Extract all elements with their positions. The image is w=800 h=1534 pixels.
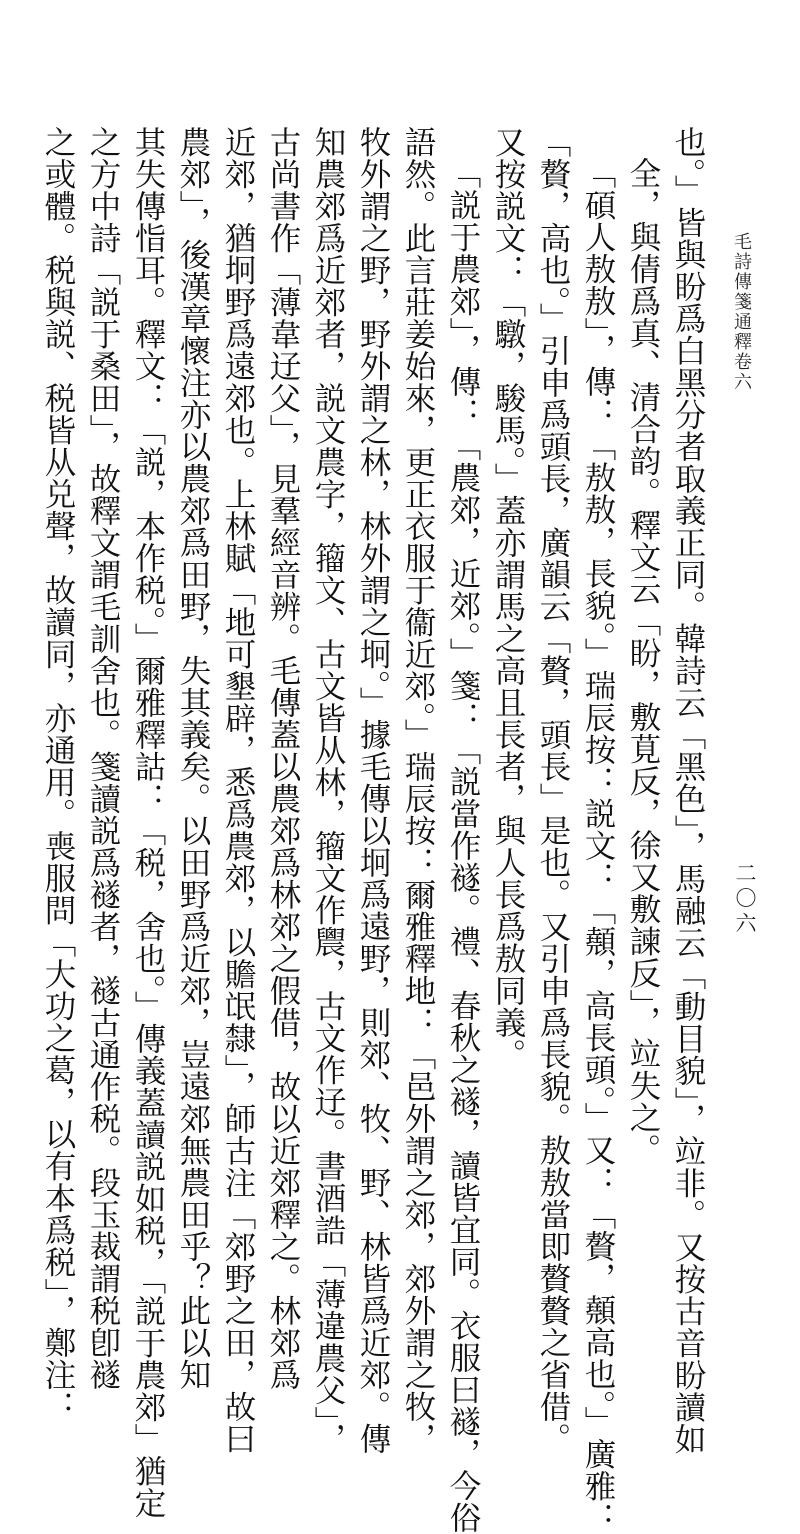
page-number: 二〇六 — [733, 862, 757, 937]
text-line: 農郊」，後漢章懷注亦以農郊爲田野，失其義矣。以田野爲近郊，豈遠郊無農田乎？此以知 — [175, 126, 211, 1391]
running-header: 毛詩傳箋通釋卷六 — [731, 232, 752, 392]
text-line: 近郊，猶坰野爲遠郊也。上林賦「地可墾辟，悉爲農郊，以贍氓隸」，師古注「郊野之田，故曰 — [220, 126, 256, 1455]
text-line: 牧外謂之野，野外謂之林，林外謂之坰。」據毛傳以坰爲遠野，則郊、牧、野、林皆爲近郊。傳 — [355, 126, 391, 1455]
text-line: 古尚書作「薄韋䢊父」，見羣經音辨。毛傳蓋以農郊爲林郊之假借，故以近郊釋之。林郊爲 — [265, 126, 301, 1391]
text-line: 其失傳恉耳。釋文：「説，本作税。」爾雅釋詁：「税，舍也。」傳義蓋讀説如税，「説于農郊」猶定 — [130, 126, 166, 1519]
text-line: 語然。此言莊姜始來，更正衣服于衞近郊。」瑞辰按：爾雅釋地：「邑外謂之郊，郊外謂之牧， — [400, 126, 436, 1455]
text-body — [40, 126, 710, 1534]
text-line: 「説于農郊」，傳：「農郊，近郊。」箋：「説當作襚。禮、春秋之襚，讀皆宜同。衣服曰襚，今俗 — [445, 157, 481, 1534]
text-line: 知農郊爲近郊者，説文農字，籀文、古文皆从林，籀文作䢉，古文作䢊。書酒誥「薄違農父」， — [310, 126, 346, 1455]
text-line: 「碩人敖敖」，傳：「敖敖，長貌。」瑞辰按：説文：「顤，高長頭。」又：「贅，顤高也。」廣雅： — [580, 157, 616, 1534]
text-line: 又按説文：「驐，駿馬。」蓋亦謂馬之高且長者，與人長爲敖同義。 — [490, 126, 526, 1071]
text-line: 全，與倩爲真、清合韵。釋文云「盼，敷莧反，徐又敷諫反」，竝失之。 — [625, 157, 661, 1166]
text-line: 「贅，高也。」引申爲頭長，廣韻云「贅，頭長」是也。又引申爲長貌。敖敖當即贅贅之省借。 — [535, 126, 571, 1455]
text-line: 也。」皆與盼爲白黑分者取義正同。韓詩云「黑色」，馬融云「動目貌」，竝非。又按古音盼讀如 — [670, 126, 706, 1455]
text-line: 之或體。税與説、税皆从兑聲，故讀同，亦通用。喪服問「大功之葛，以有本爲税」，鄭注： — [40, 126, 76, 1423]
text-line: 之方中詩「説于桑田」，故釋文謂毛訓舍也。箋讀説爲襚者，襚古通作税。段玉裁謂税卽襚 — [85, 126, 121, 1391]
